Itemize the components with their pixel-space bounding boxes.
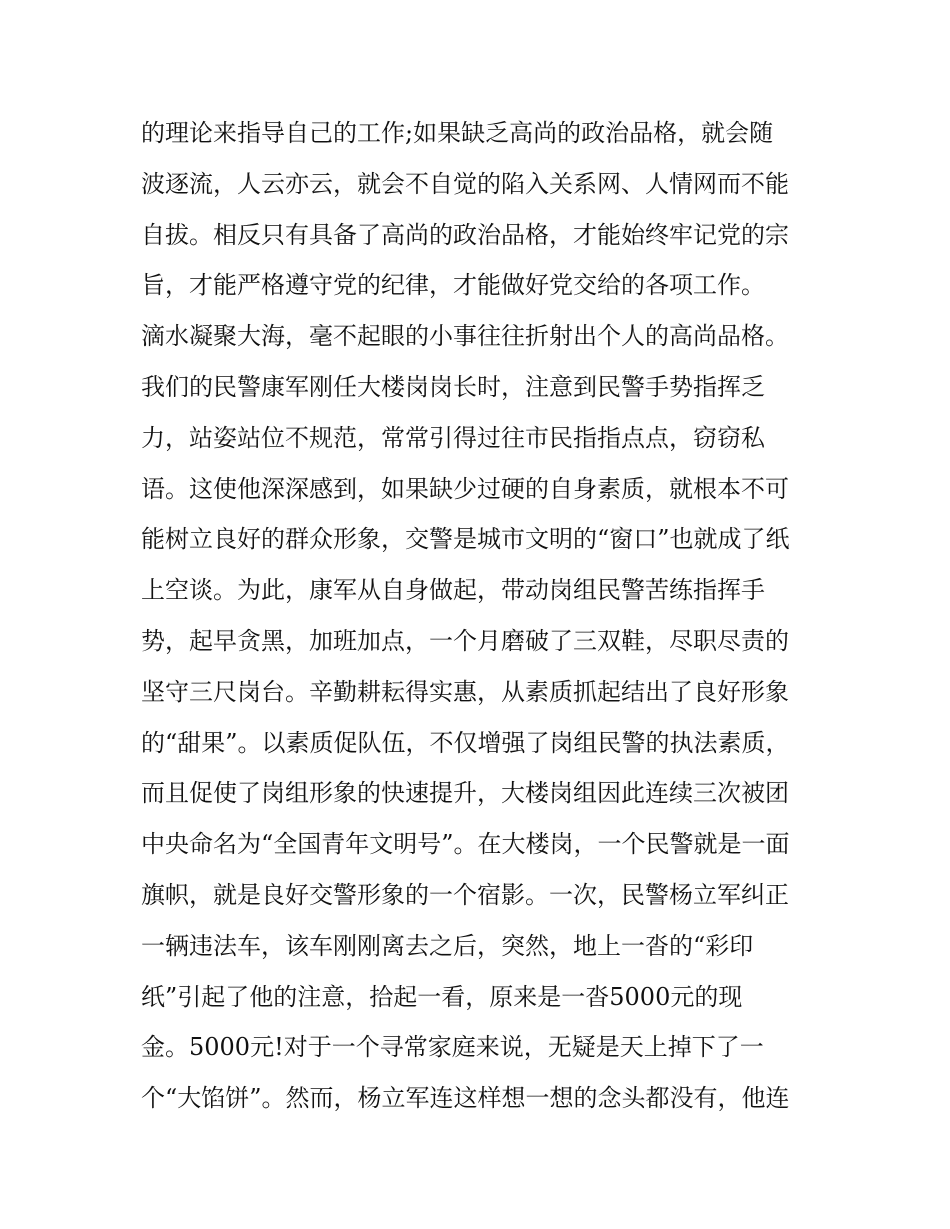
text-line: 而且促使了岗组形象的快速提升，大楼岗组因此连续三次被团 — [141, 779, 789, 808]
text-line: 上空谈。为此，康军从自身做起，带动岗组民警苦练指挥手 — [141, 576, 765, 605]
text-line: 波逐流，人云亦云，就会不自觉的陷入关系网、人情网而不能 — [141, 169, 789, 198]
text-line: 的理论来指导自己的工作;如果缺乏高尚的政治品格，就会随 — [141, 119, 774, 147]
text-line: 一辆违法车，该车刚刚离去之后，突然，地上一沓的“彩印 — [141, 931, 754, 960]
text-line: 金。5000元!对于一个寻常家庭来说，无疑是天上掉下了一 — [141, 1033, 764, 1062]
body-text — [141, 108, 821, 1124]
text-line: 自拔。相反只有具备了高尚的政治品格，才能始终牢记党的宗 — [141, 220, 789, 249]
text-line: 滴水凝聚大海，毫不起眼的小事往往折射出个人的高尚品格。 — [141, 322, 789, 351]
text-line: 坚守三尺岗台。辛勤耕耘得实惠，从素质抓起结出了良好形象 — [141, 677, 789, 706]
text-line: 力，站姿站位不规范，常常引得过往市民指指点点，窃窃私 — [141, 423, 765, 452]
text-line: 纸”引起了他的注意，拾起一看，原来是一沓5000元的现 — [141, 982, 743, 1011]
text-line: 旗帜，就是良好交警形象的一个宿影。一次，民警杨立军纠正 — [141, 880, 789, 909]
text-line: 我们的民警康军刚任大楼岗岗长时，注意到民警手势指挥乏 — [141, 372, 765, 401]
text-line: 中央命名为“全国青年文明号”。在大楼岗，一个民警就是一面 — [141, 830, 790, 859]
text-line: 旨，才能严格遵守党的纪律，才能做好党交给的各项工作。 — [141, 271, 765, 300]
text-line: 语。这使他深深感到，如果缺少过硬的自身素质，就根本不可 — [141, 474, 789, 503]
text-line: 的“甜果”。以素质促队伍，不仅增强了岗组民警的执法素质， — [141, 728, 790, 757]
text-line: 势，起早贪黑，加班加点，一个月磨破了三双鞋，尽职尽责的 — [141, 626, 789, 655]
text-line: 个“大馅饼”。然而，杨立军连这样想一想的念头都没有，他连 — [141, 1084, 790, 1113]
text-line: 能树立良好的群众形象，交警是城市文明的“窗口”也就成了纸 — [141, 525, 790, 554]
